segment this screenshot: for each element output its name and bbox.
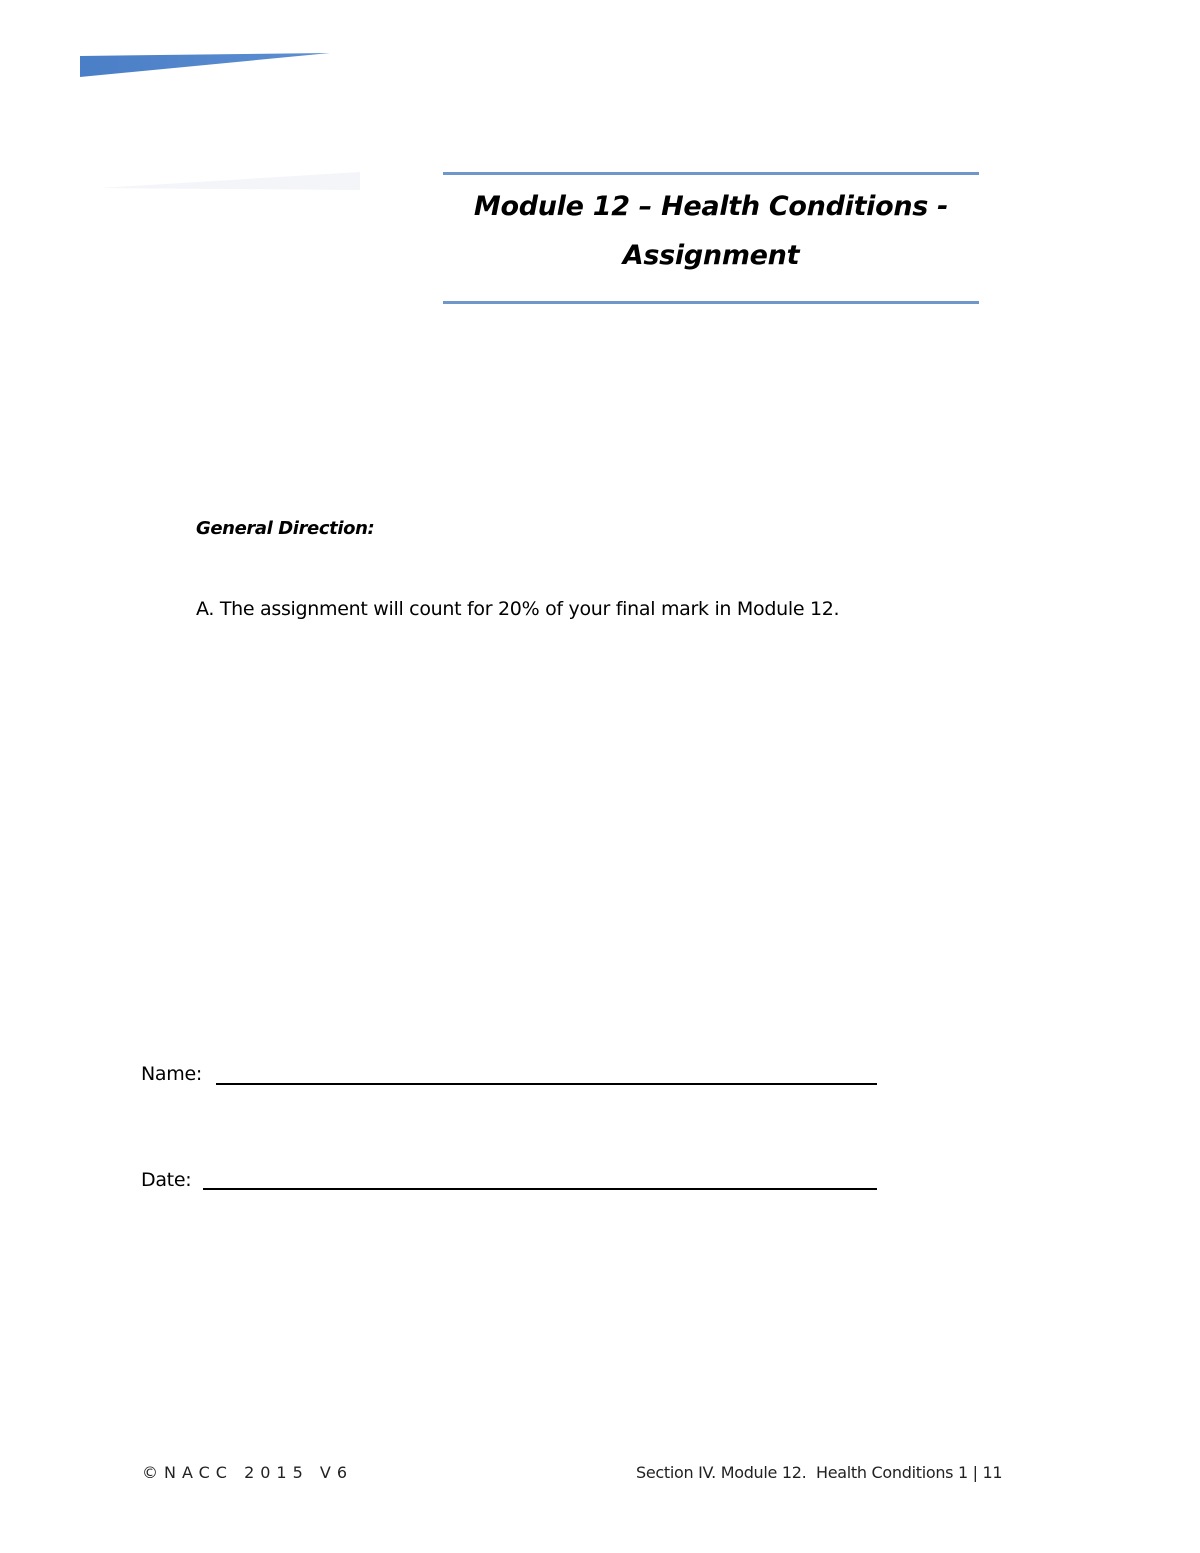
name-field-line[interactable] <box>216 1083 877 1085</box>
footer-section-page: Section IV. Module 12. Health Conditions 1 | 11 <box>636 1463 1003 1482</box>
page-title-line-2: Assignment <box>622 240 800 271</box>
name-label: Name: <box>141 1063 202 1085</box>
footer-copyright: ©NACC 2015 V6 <box>142 1463 353 1482</box>
date-field-line[interactable] <box>203 1188 877 1190</box>
direction-item-a: A. The assignment will count for 20% of your final mark in Module 12. <box>196 598 840 620</box>
title-block <box>443 172 979 304</box>
decorative-blue-wedge <box>80 52 330 78</box>
decorative-faint-streak <box>100 168 360 192</box>
general-direction-heading: General Direction: <box>196 518 375 539</box>
page-title-line-1: Module 12 – Health Conditions - <box>473 191 949 222</box>
date-label: Date: <box>141 1169 192 1191</box>
